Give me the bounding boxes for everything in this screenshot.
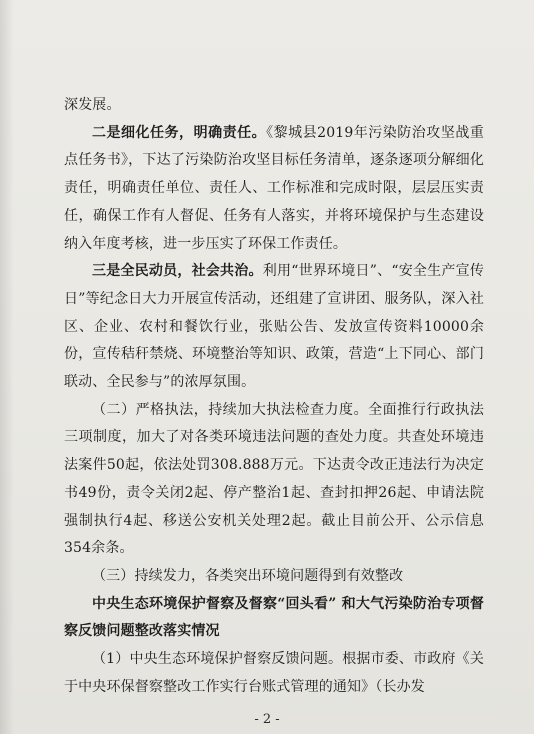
paragraph-rectification [64, 563, 484, 591]
paragraph-strict-enforcement [64, 397, 484, 563]
paragraph-public-mobilization [64, 258, 484, 397]
paragraph-text: 利用“世界环境日”、“安全生产宣传日”等纪念日大力开展宣传活动，还组建了宣讲团、服务队，深入社区、企业、农村和餐饮行业，张贴公告、发放宣传资料10000余份，宣传秸秆禁烧、环境整治等知识、政策，营造“上下同心、部门联动、全民参与”的浓厚氛围。 [64, 263, 484, 391]
page-number: - 2 - [254, 712, 280, 727]
paragraph-text: （二）严格执法，持续加大执法检查力度。全面推行行政执法三项制度，加大了对各类环境违法问题的查处力度。共查处环境违法案件50起，依法处罚308.888万元。下达责令改正违法行为决定书49份，责令关闭2起、停产整治1起、查封扣押26起、申请法院强制执行4起、移送公安机关处理2起。截止目前公开、公示信息354余条。 [64, 401, 484, 557]
paragraph-continuation: 深发展。 [64, 97, 121, 113]
page-edge-shadow [0, 0, 14, 734]
paragraph-lead: 三是全民动员，社会共治。 [92, 263, 263, 280]
paragraph-inspection-feedback: （1）中央生态环境保护督察反馈问题。根据市委、市政府《关于中央环保督察整改工作实行台账式管理的通知》（长办发 [64, 651, 484, 695]
paragraph-lead: 二是细化任务，明确责任。 [92, 124, 267, 141]
paragraph-refine-tasks [64, 120, 484, 259]
paragraph-text: 《黎城县2019年污染防治攻坚战重点任务书》，下达了污染防治攻坚目标任务清单，逐条逐项分解细化责任，明确责任单位、责任人、工作标准和完成时限，层层压实责任，确保工作有人督促、任务有人落实，并将环境保护与生态建设纳入年度考核，进一步压实了环保工作责任。 [64, 124, 484, 252]
document-body [64, 92, 484, 701]
section-heading: 中央生态环境保护督察及督察“回头看” 和大气污染防治专项督察反馈问题整改落实情况 [64, 595, 484, 640]
paragraph-text: （三）持续发力，各类突出环境问题得到有效整改 [92, 567, 404, 584]
